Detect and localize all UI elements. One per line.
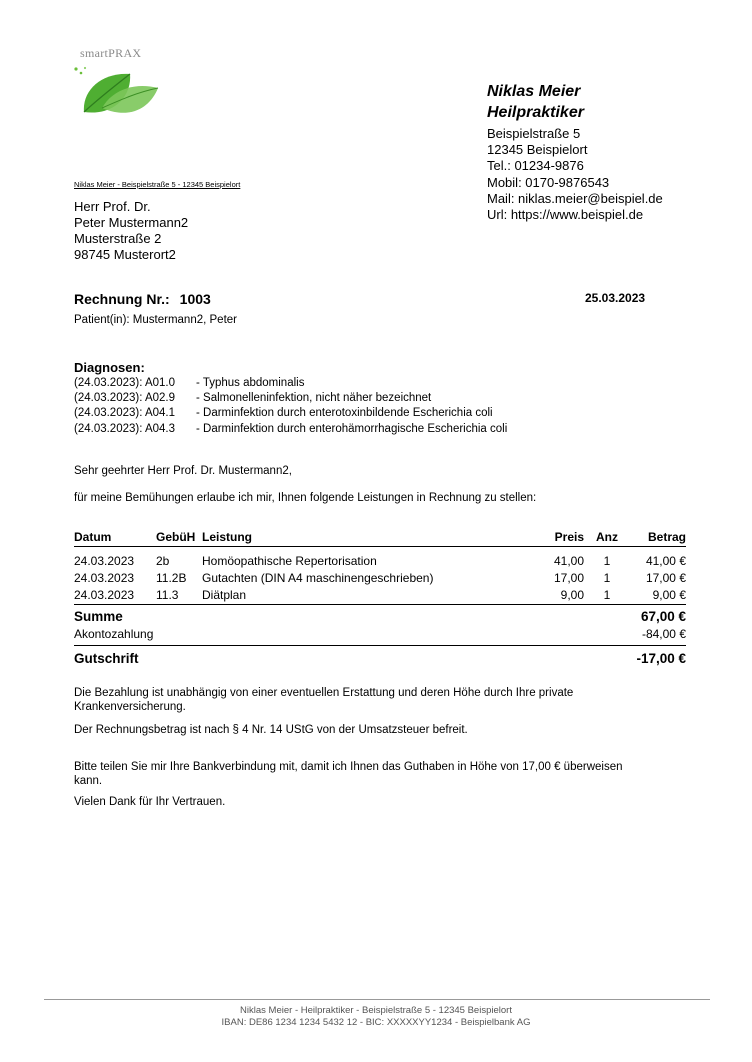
sender-city: 12345 Beispielort [487, 142, 588, 158]
sender-name: Niklas Meier [487, 83, 581, 100]
sum-divider [74, 604, 686, 605]
payment-note: Die Bezahlung ist unabhängig von einer eventuellen Erstattung und deren Höhe durch Ihre private Krankenversicherung. [74, 687, 574, 713]
col-gebueh: GebüH [156, 528, 202, 547]
logo-text: smartPRAX [80, 46, 142, 60]
cell-betrag: 41,00 € [645, 553, 686, 568]
cell-leistung: Gutachten (DIN A4 maschinengeschrieben) [202, 570, 434, 585]
diagnosis-text: - Salmonelleninfektion, nicht näher bezeichnet [196, 392, 432, 405]
sender-title: Heilpraktiker [487, 104, 584, 121]
services-table [74, 528, 686, 603]
table-row [74, 586, 686, 603]
diagnoses-list [74, 376, 507, 437]
gutschrift-value: -17,00 € [636, 651, 686, 666]
thanks-note: Vielen Dank für Ihr Vertrauen. [74, 796, 226, 808]
patient-line: Patient(in): Mustermann2, Peter [74, 314, 237, 326]
table-row [74, 547, 686, 570]
invoice-label: Rechnung Nr.: [74, 291, 170, 307]
cell-anz: 1 [603, 570, 611, 585]
invoice-title [74, 291, 211, 307]
diagnosis-item [74, 422, 507, 437]
sender-street: Beispielstraße 5 [487, 126, 581, 141]
cell-leistung: Diätplan [202, 587, 247, 602]
akonto-label: Akontozahlung [74, 627, 154, 641]
col-betrag: Betrag [630, 528, 686, 547]
cell-betrag: 17,00 € [645, 570, 686, 585]
table-row [74, 569, 686, 586]
summe-label: Summe [74, 609, 123, 624]
diagnosis-text: - Darminfektion durch enterohämorrhagische Escherichia coli [196, 422, 508, 435]
diagnosis-item [74, 406, 507, 421]
cell-datum: 24.03.2023 [74, 587, 135, 602]
diagnosis-code: (24.03.2023): A01.0 [74, 377, 176, 389]
invoice-date: 25.03.2023 [585, 291, 646, 305]
akonto-value: -84,00 € [641, 627, 686, 641]
gutschrift-row [74, 651, 686, 666]
footer-line-1: Niklas Meier - Heilpraktiker - Beispielstraße 5 - 12345 Beispielort [240, 1005, 512, 1016]
recipient-salutation: Herr Prof. Dr. [74, 199, 151, 214]
recipient-city: 98745 Musterort2 [74, 247, 176, 262]
col-datum: Datum [74, 528, 156, 547]
summe-value: 67,00 € [640, 609, 686, 624]
invoice-number: 1003 [179, 291, 211, 307]
letter-intro: für meine Bemühungen erlaube ich mir, Ihnen folgende Leistungen in Rechnung zu stellen: [74, 492, 537, 504]
table-header-row [74, 528, 686, 547]
leaf-logo-icon [72, 60, 162, 125]
col-preis: Preis [532, 528, 584, 547]
sender-url: Url: https://www.beispiel.de [487, 207, 644, 223]
gutschrift-divider [74, 645, 686, 646]
col-leistung: Leistung [202, 528, 532, 547]
gutschrift-label: Gutschrift [74, 651, 139, 666]
refund-note: Bitte teilen Sie mir Ihre Bankverbindung mit, damit ich Ihnen das Guthaben in Höhe von 17,00 € überweisen kann. [74, 761, 623, 787]
cell-leistung: Homöopathische Repertorisation [202, 553, 377, 568]
diagnosis-code: (24.03.2023): A04.1 [74, 407, 176, 420]
diagnosis-code: (24.03.2023): A04.3 [74, 422, 176, 435]
cell-preis: 17,00 [553, 570, 584, 585]
diagnosis-text: - Darminfektion durch enterotoxinbildende Escherichia coli [196, 407, 493, 420]
recipient-street: Musterstraße 2 [74, 231, 162, 246]
sender-address [487, 126, 663, 223]
letter-greeting: Sehr geehrter Herr Prof. Dr. Mustermann2, [74, 465, 292, 477]
footer-divider [44, 999, 710, 1000]
recipient-address [74, 199, 188, 263]
col-anz: Anz [584, 528, 630, 547]
cell-gebueh: 2b [156, 553, 170, 568]
cell-datum: 24.03.2023 [74, 553, 135, 568]
cell-preis: 41,00 [553, 553, 584, 568]
sender-mail: Mail: niklas.meier@beispiel.de [487, 190, 663, 206]
cell-preis: 9,00 [560, 587, 584, 602]
cell-gebueh: 11.3 [156, 587, 179, 602]
cell-anz: 1 [603, 587, 611, 602]
sender-block [487, 81, 584, 123]
cell-datum: 24.03.2023 [74, 570, 135, 585]
cell-anz: 1 [603, 553, 611, 568]
diagnoses-heading: Diagnosen: [74, 360, 145, 375]
diagnosis-item [74, 391, 507, 406]
sender-mobile: Mobil: 0170-9876543 [487, 174, 610, 190]
diagnosis-code: (24.03.2023): A02.9 [74, 392, 176, 405]
return-address: Niklas Meier - Beispielstraße 5 - 12345 Beispielort [74, 180, 241, 189]
diagnosis-text: - Typhus abdominalis [196, 377, 305, 389]
cell-gebueh: 11.2B [156, 570, 187, 585]
recipient-name: Peter Mustermann2 [74, 215, 189, 230]
footer-line-2: IBAN: DE86 1234 1234 5432 12 - BIC: XXXXXYY1234 - Beispielbank AG [221, 1017, 531, 1028]
diagnosis-item [74, 376, 507, 391]
tax-note: Der Rechnungsbetrag ist nach § 4 Nr. 14 UStG von der Umsatzsteuer befreit. [74, 724, 468, 736]
sender-phone: Tel.: 01234-9876 [487, 158, 584, 174]
cell-betrag: 9,00 € [652, 587, 686, 602]
akonto-row [74, 627, 686, 641]
summe-row [74, 609, 686, 624]
